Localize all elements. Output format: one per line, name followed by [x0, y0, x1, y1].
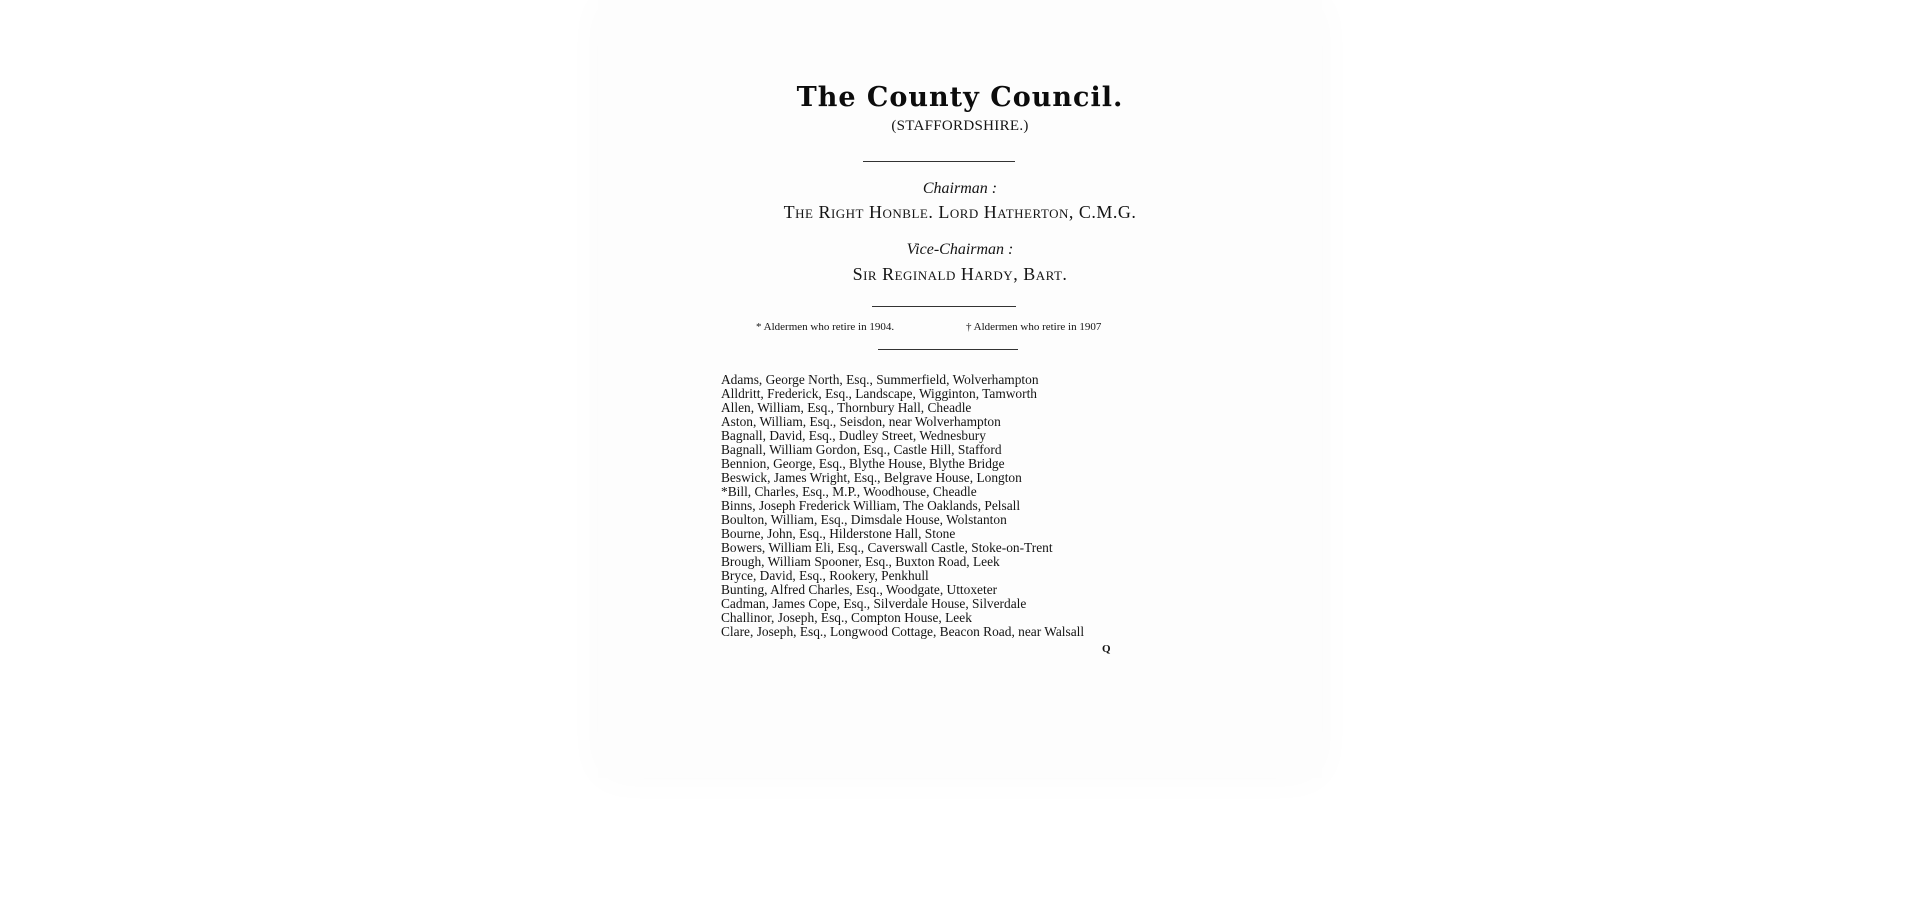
members-list: [721, 373, 1281, 639]
list-item: Allen, William, Esq., Thornbury Hall, Cheadle: [721, 400, 972, 415]
list-item: Binns, Joseph Frederick William, The Oaklands, Pelsall: [721, 498, 1021, 513]
vice-chairman-name: Sir Reginald Hardy, Bart.: [852, 264, 1068, 284]
list-item: Adams, George North, Esq., Summerfield, Wolverhampton: [721, 372, 1039, 387]
page-subtitle: (STAFFORDSHIRE.): [891, 118, 1029, 134]
note-retire-1904: * Aldermen who retire in 1904.: [756, 321, 895, 333]
note-retire-1907: † Aldermen who retire in 1907: [966, 321, 1102, 333]
list-item: Boulton, William, Esq., Dimsdale House, Wolstanton: [721, 512, 1007, 527]
list-item: Aston, William, Esq., Seisdon, near Wolverhampton: [721, 414, 1001, 429]
list-item: Clare, Joseph, Esq., Longwood Cottage, Beacon Road, near Walsall: [721, 624, 1085, 639]
list-item: Beswick, James Wright, Esq., Belgrave House, Longton: [721, 470, 1022, 485]
list-item: Bryce, David, Esq., Rookery, Penkhull: [721, 568, 929, 583]
signature-mark: Q: [1102, 643, 1111, 655]
chairman-label: Chairman :: [922, 180, 998, 197]
divider-rule: [872, 306, 1016, 307]
aldermen-notes: [756, 318, 1176, 336]
list-item: Cadman, James Cope, Esq., Silverdale House, Silverdale: [721, 596, 1027, 611]
document-page: [598, 0, 1322, 778]
list-item: Bourne, John, Esq., Hilderstone Hall, Stone: [721, 526, 956, 541]
list-item: Bowers, William Eli, Esq., Caverswall Castle, Stoke-on-Trent: [721, 540, 1053, 555]
list-item: Bagnall, David, Esq., Dudley Street, Wednesbury: [721, 428, 986, 443]
list-item: Brough, William Spooner, Esq., Buxton Road, Leek: [721, 554, 1000, 569]
list-item: Bagnall, William Gordon, Esq., Castle Hill, Stafford: [721, 442, 1002, 457]
list-item: Bunting, Alfred Charles, Esq., Woodgate, Uttoxeter: [721, 582, 998, 597]
vice-chairman-label: Vice-Chairman :: [906, 241, 1014, 258]
divider-rule: [863, 161, 1015, 162]
page-title: The County Council.: [796, 82, 1124, 113]
divider-rule: [878, 349, 1018, 350]
list-item: Alldritt, Frederick, Esq., Landscape, Wigginton, Tamworth: [721, 386, 1037, 401]
list-item: Challinor, Joseph, Esq., Compton House, Leek: [721, 610, 972, 625]
chairman-name: The Right Honble. Lord Hatherton, C.M.G.: [783, 202, 1137, 222]
list-item: *Bill, Charles, Esq., M.P., Woodhouse, Cheadle: [721, 484, 977, 499]
list-item: Bennion, George, Esq., Blythe House, Blythe Bridge: [721, 456, 1005, 471]
